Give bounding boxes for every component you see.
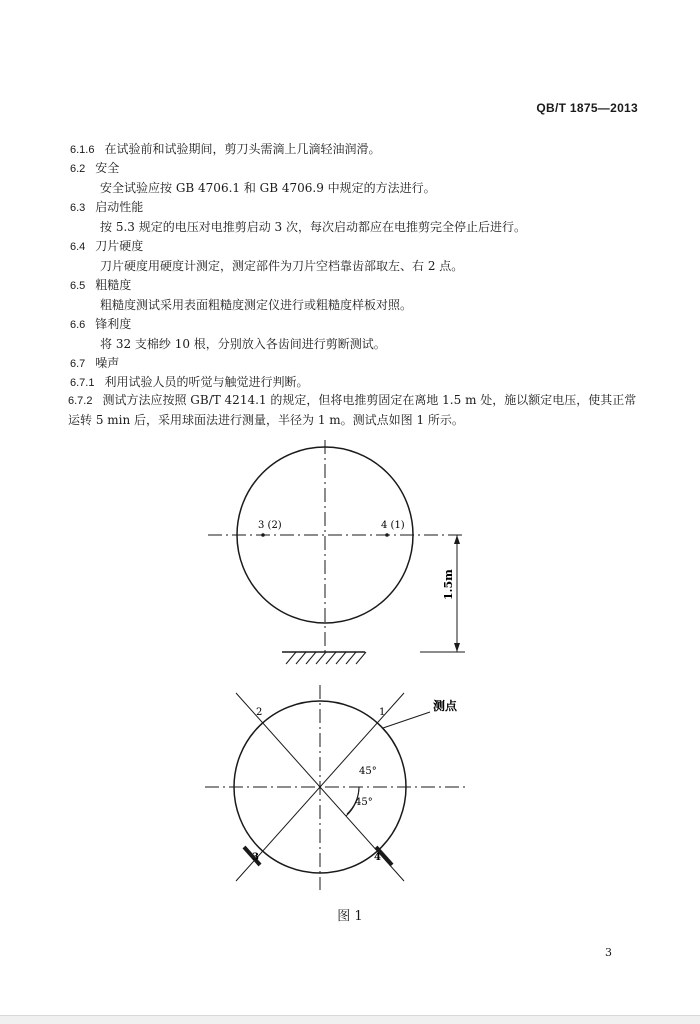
section-6-7-1 (70, 374, 640, 391)
section-6-2-body: 安全试验应按 GB 4706.1 和 GB 4706.9 中规定的方法进行。 (100, 181, 436, 195)
section-6-4-heading (70, 238, 640, 255)
point-label-1: 1 (379, 707, 386, 718)
section-title: 启动性能 (95, 200, 144, 214)
height-label: 1.5m (442, 569, 455, 600)
side-point-left (261, 533, 265, 537)
section-6-4-body: 刀片硬度用硬度计测定，测定部件为刀片空档靠齿部取左、右 2 点。 (100, 259, 464, 273)
figure-1-diagram (0, 440, 700, 890)
side-label-right: 4 (1) (381, 520, 405, 531)
section-text: 测试方法应按照 GB/T 4214.1 的规定，但将电推剪固定在离地 1.5 m 处，施以额定电压，使其正常运转 5 min 后，采用球面法进行测量，半径为 1 m。测试点如图 1 所示。 (68, 393, 637, 427)
section-number: 6.1.6 (70, 144, 95, 156)
section-title: 锋利度 (95, 317, 132, 331)
section-number: 6.5 (70, 280, 86, 292)
section-title: 刀片硬度 (95, 239, 144, 253)
section-number: 6.6 (70, 319, 86, 331)
scanner-bottom-bar (0, 1015, 700, 1024)
angle-label-upper: 45° (359, 766, 377, 777)
section-number: 6.7 (70, 358, 86, 370)
point-label-3: 3 (252, 852, 259, 863)
point-label-2: 2 (256, 707, 263, 718)
section-number: 6.4 (70, 241, 86, 253)
section-6-3-heading (70, 199, 640, 216)
callout-leader (383, 712, 430, 728)
side-label-left: 3 (2) (258, 520, 282, 531)
section-text: 在试验前和试验期间，剪刀头需滴上几滴轻油润滑。 (104, 142, 381, 156)
section-6-1-6 (70, 141, 640, 158)
section-title: 安全 (95, 161, 120, 175)
ground-hatching (286, 652, 366, 664)
section-number: 6.7.1 (70, 377, 95, 389)
section-6-6-body: 将 32 支棉纱 10 根，分别放入各齿间进行剪断测试。 (100, 337, 386, 351)
section-text: 利用试验人员的听觉与触觉进行判断。 (104, 375, 309, 389)
side-point-right (385, 533, 389, 537)
section-6-6-heading (70, 316, 640, 333)
section-title: 粗糙度 (95, 278, 132, 292)
section-6-2-heading (70, 160, 640, 177)
callout-label: 测点 (433, 699, 458, 713)
section-6-5-body: 粗糙度测试采用表面粗糙度测定仪进行或粗糙度样板对照。 (100, 298, 413, 312)
section-number: 6.7.2 (68, 395, 93, 407)
dimension-arrow-bottom (454, 643, 460, 652)
figure-caption: 图 1 (337, 909, 363, 924)
section-6-5-heading (70, 277, 640, 294)
angle-label-lower: 45° (355, 797, 373, 808)
dimension-arrow-top (454, 535, 460, 544)
section-6-7-heading (70, 355, 640, 372)
section-number: 6.2 (70, 163, 86, 175)
section-6-7-2 (68, 391, 638, 430)
page-number: 3 (605, 946, 612, 959)
point-label-4: 4 (374, 852, 381, 863)
section-6-3-body: 按 5.3 规定的电压对电推剪启动 3 次，每次启动都应在电推剪完全停止后进行。 (100, 220, 526, 234)
section-title: 噪声 (95, 356, 120, 370)
section-number: 6.3 (70, 202, 86, 214)
standard-code: QB/T 1875—2013 (536, 101, 638, 115)
